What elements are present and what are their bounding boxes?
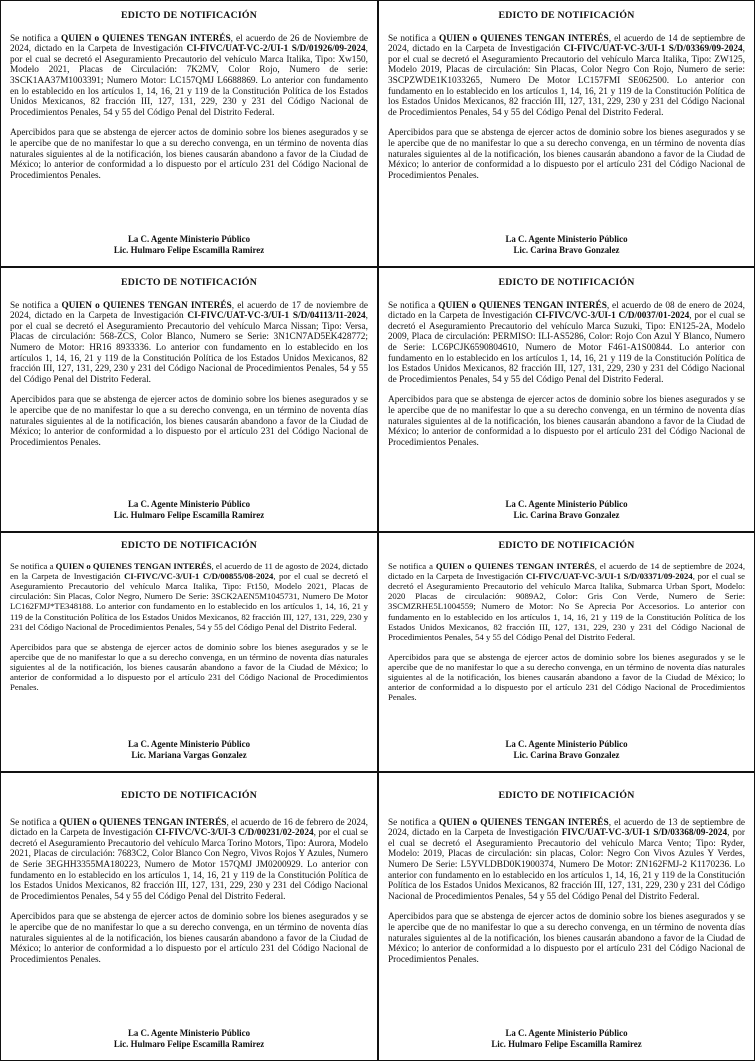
signature-name: Lic. Hulmaro Felipe Escamilla Ramirez [113, 245, 265, 255]
notice-recipient: QUIEN o QUIENES TENGAN INTERÉS [55, 561, 212, 572]
vehicle-details: , por el cual se decretó el Aseguramiento Precautorio del vehículo Marca Italika, Tipo: Ft150, Modelo 2021, Placas de circulación: Sin Placas, Color Negro, Numero De Serie: 3SCK2AEN5M1045731, Numero De Motor LC162FMJ*TE348188. Lo anterior con fundamento en lo establecido en los artículos 1, 14, 16, 21 y 119 de la Constitución Política de los Estados Unidos Mexicanos, 82 fracción III, 127, 131, 229, 230 y 231 del Código Nacional de Procedimientos Penales, 54 y 55 del Código Penal del Distrito Federal. [10, 571, 369, 632]
edicto-paragraph-warning: Apercibidos para que se abstenga de ejercer actos de dominio sobre los bienes asegurados y se le apercibe que de no manifestar lo que a su derecho convenga, en un término de noventa días naturales siguientes al de la notificación, los bienes causarán abandono a favor de la Ciudad de México; lo anterior de conformidad a lo dispuesto por el artículo 231 del Código Nacional de Procedimientos Penales. [10, 912, 368, 965]
notice-intro: Se notifica a [10, 33, 62, 44]
edicto-card [378, 532, 755, 772]
notice-intro: Se notifica a [10, 300, 62, 311]
edicto-body [10, 34, 368, 182]
edicto-title: EDICTO DE NOTIFICACIÓN [498, 277, 635, 288]
signature-block [10, 499, 368, 525]
edicto-card [378, 0, 755, 267]
signature-block [388, 739, 745, 765]
vehicle-details: , por el cual se decretó el Aseguramiento Precautorio del vehículo Marca Torino Motors, Tipo: Aurora, Modelo 2021, Placas de circulación: 7683C2, Color Blanco Con Negro, Vivos Rojos Y Azules, Numero de Serie 3EGHH3355MA180223, Numero de Motor 157QMJ JM0200929. Lo anterior con fundamento en lo establecido en los artículos 1, 14, 16, 21 y 119 de la Constitución Política de los Estados Unidos Mexicanos, 82 fracción III, 127, 131, 229, 230 y 231 del Código Nacional de Procedimientos Penales, 54 y 55 del Código Penal del Distrito Federal. [10, 828, 369, 902]
signature-role: La C. Agente Ministerio Público [505, 499, 628, 509]
edicto-paragraph-notice [10, 561, 368, 632]
edicto-title: EDICTO DE NOTIFICACIÓN [498, 540, 635, 551]
carpeta-number: CI-FIVC/VC-3/UI-1 C/D/00855/08-2024 [124, 571, 274, 582]
signature-name: Lic. Mariana Vargas Gonzalez [131, 750, 247, 760]
edicto-body [388, 818, 745, 966]
edicto-card [378, 772, 755, 1061]
notice-recipient: QUIEN o QUIENES TENGAN INTERÉS [59, 817, 227, 828]
notice-recipient: QUIEN o QUIENES TENGAN INTERÉS [61, 33, 231, 44]
notice-date: , el acuerdo de 26 de Noviembre de 2024, dictado en la Carpeta de Investigación [10, 33, 369, 55]
edicto-card [0, 267, 378, 532]
vehicle-details: , por el cual se decretó el Aseguramiento Precautorio del vehículo Marca Suzuki, Tipo: EN125-2A, Modelo 2009, Placa de circulación: PERMISO: ILI-AS5286, Color: Rojo Con Azul Y Blanco, Numero de Serie: LC6PCJK6590804610, Numero de Motor F461-A1S00844. Lo anterior con fundamento en lo establecido en los artículos 1, 14, 16, 21 y 119 de la Constitución Política de los Estados Unidos Mexicanos, 82 fracción III, 127, 131, 229, 230 y 231 del Código Nacional de Procedimientos Penales, 54 y 55 del Código Penal del Distrito Federal. [388, 311, 746, 385]
signature-block [388, 234, 745, 260]
notice-intro: Se notifica a [388, 33, 440, 44]
vehicle-details: , por el cual se decretó el Aseguramiento Precautorio del vehículo Marca Italika, Tipo: Xw150, Modelo 2021, Placas de Circulación: 7K2MV, Color Rojo, Numero de serie: 3SCK1AA37M1003391; Numero Motor: LC157QMJ L6688869. Lo anterior con fundamento en lo establecido en los artículos 1, 14, 16, 21 y 119 de la Constitución Política de los Estados Unidos Mexicanos, 82 fracción III, 127, 131, 229, 230 y 231 del Código Nacional de Procedimientos Penales, 54 y 55 del Código Penal del Distrito Federal. [10, 44, 368, 118]
signature-role: La C. Agente Ministerio Público [505, 234, 628, 244]
edicto-paragraph-warning: Apercibidos para que se abstenga de ejercer actos de dominio sobre los bienes asegurados y se le apercibe que de no manifestar lo que a su derecho convenga, en un término de noventa días naturales siguientes al de la notificación, los bienes causarán abandono a favor de la Ciudad de México; lo anterior de conformidad a lo dispuesto por el artículo 231 del Código Nacional de Procedimientos Penales. [388, 651, 745, 703]
edicto-paragraph-notice [388, 34, 745, 119]
notice-recipient: QUIEN o QUIENES TENGAN INTERÉS [439, 817, 609, 828]
edicto-body [388, 561, 745, 702]
signature-name: Lic. Carina Bravo Gonzalez [513, 510, 620, 520]
edicto-card [0, 532, 378, 772]
notice-recipient: QUIEN o QUIENES TENGAN INTERÉS [61, 300, 232, 311]
signature-name: Lic. Carina Bravo Gonzalez [513, 245, 620, 255]
notice-intro: Se notifica a [388, 817, 440, 828]
notice-intro: Se notifica a [10, 561, 56, 572]
signature-role: La C. Agente Ministerio Público [505, 739, 628, 749]
edicto-body [388, 34, 745, 182]
notice-date: , el acuerdo de 14 de septiembre de 2024, dictado en la Carpeta de Investigación [388, 33, 745, 55]
edicto-title: EDICTO DE NOTIFICACIÓN [498, 790, 635, 801]
signature-role: La C. Agente Ministerio Público [127, 739, 251, 749]
carpeta-number: CI-FIVC/UAT-VC-3/UI-1 S/D/03371/09-2024 [525, 571, 693, 582]
notice-date: , el acuerdo de 14 de septiembre de 2024, dictado en la Carpeta de Investigación [388, 561, 746, 582]
edicto-paragraph-notice [388, 561, 745, 642]
notice-date: , el acuerdo de 08 de enero de 2024, dictado en la Carpeta de Investigación [388, 300, 745, 322]
edicto-paragraph-warning: Apercibidos para que se abstenga de ejercer actos de dominio sobre los bienes asegurados y se le apercibe que de no manifestar lo que a su derecho convenga, en un término de noventa días naturales siguientes al de la notificación, los bienes causarán abandono a favor de la Ciudad de México; lo anterior de conformidad a lo dispuesto por el artículo 231 del Código Nacional de Procedimientos Penales. [10, 128, 368, 181]
signature-block [10, 234, 368, 260]
carpeta-number: CI-FIVC/VC-3/UI-3 C/D/00231/02-2024 [155, 828, 314, 839]
notice-date: , el acuerdo de 13 de septiembre de 2024, dictado en la Carpeta de Investigación [388, 817, 745, 839]
edicto-body [10, 301, 368, 449]
notice-intro: Se notifica a [10, 817, 60, 828]
signature-role: La C. Agente Ministerio Público [505, 1028, 628, 1038]
signature-role: La C. Agente Ministerio Público [127, 1028, 251, 1038]
signature-name: Lic. Hulmaro Felipe Escamilla Ramirez [113, 510, 265, 520]
edicto-title: EDICTO DE NOTIFICACIÓN [498, 10, 635, 21]
edicto-body [10, 561, 368, 692]
vehicle-details: , por el cual se decretó el Aseguramiento Precautorio del vehículo Marca Nissan; Tipo: Versa, Placas de circulación: 568-ZCS, Color Blanco, Numero se Serie: 3N1CN7AD5EK428772; Numero de Motor: HR16 8933336. Lo anterior con fundamento en lo establecido en los artículos 1, 14, 16, 21 y 119 de la Constitución Política de los Estados Unidos Mexicanos, 82 fracción III, 127, 131, 229, 230 y 231 del Código Nacional de Procedimientos Penales, 54 y 55 del Código Penal del Distrito Federal. [10, 311, 368, 385]
notice-intro: Se notifica a [388, 561, 436, 572]
edicto-card [0, 772, 378, 1061]
edicto-paragraph-warning: Apercibidos para que se abstenga de ejercer actos de dominio sobre los bienes asegurados y se le apercibe que de no manifestar lo que a su derecho convenga, en un término de noventa días naturales siguientes al de la notificación, los bienes causarán abandono a favor de la Ciudad de México; lo anterior de conformidad a lo dispuesto por el artículo 231 del Código Nacional de Procedimientos Penales. [388, 912, 745, 965]
signature-role: La C. Agente Ministerio Público [127, 234, 251, 244]
carpeta-number: FIVC/UAT-VC-3/UI-1 S/D/03368/09-2024 [561, 828, 728, 839]
signature-name: Lic. Hulmaro Felipe Escamilla Ramirez [491, 1039, 642, 1049]
edicto-title: EDICTO DE NOTIFICACIÓN [121, 790, 257, 801]
carpeta-number: CI-FIVC/UAT-VC-3/UI-1 S/D/03369/09-2024 [563, 44, 743, 55]
notice-intro: Se notifica a [388, 300, 439, 311]
edicto-title: EDICTO DE NOTIFICACIÓN [121, 277, 257, 288]
notice-date: , el acuerdo de 16 de febrero de 2024, dictado en la Carpeta de Investigación [10, 817, 368, 839]
vehicle-details: , por el cual se decretó el Aseguramiento Precautorio del vehículo Marca Italika, Submarca Urban Sport, Modelo: 2020 Placas de circulación: 9089A2, Color: Gris Con Verde, Numero de Serie: 3SCMZRHE5L1004559; Numero de Motor: No Se Aprecia Por Accesorios. Lo anterior con fundamento en lo establecido en los artículos 1, 14, 16, 21 y 119 de la Constitución Política de los Estados Unidos Mexicanos, 82 fracción III, 127, 131, 229, 230 y 231 del Código Nacional de Procedimientos Penales, 54 y 55 del Código Penal del Distrito Federal. [388, 571, 745, 642]
edicto-paragraph-notice [388, 301, 745, 386]
vehicle-details: , por el cual se decretó el Aseguramiento Precautorio del vehículo Marca Vento; Tipo: Ryder, Modelo: 2019, Placas de circulación: sin placas, Color: Negro Con Vivos Azules Y Verdes, Numero De Serie: L5YVLDBD0K1900374, Numero De Motor: ZN162FMJ-2 K1170236. Lo anterior con fundamento en lo establecido en los artículos 1, 14, 16, 21 y 119 de la Constitución Política de los Estados Unidos Mexicanos, 82 fracción III, 127, 131, 229, 230 y 231 del Código Nacional de Procedimientos Penales, 54 y 55 del Código Penal del Distrito Federal. [388, 828, 745, 902]
signature-name: Lic. Hulmaro Felipe Escamilla Ramirez [113, 1039, 265, 1049]
signature-block [10, 1028, 368, 1054]
notice-recipient: QUIEN o QUIENES TENGAN INTERÉS [438, 300, 607, 311]
edicto-title: EDICTO DE NOTIFICACIÓN [121, 540, 257, 551]
signature-block [388, 499, 745, 525]
edicto-paragraph-notice [10, 301, 368, 386]
signature-name: Lic. Carina Bravo Gonzalez [513, 750, 620, 760]
edicto-card [0, 0, 378, 267]
signature-block [10, 739, 368, 765]
signature-block [388, 1028, 745, 1054]
edicto-paragraph-warning: Apercibidos para que se abstenga de ejercer actos de dominio sobre los bienes asegurados y se le apercibe que de no manifestar lo que a su derecho convenga, en un término de noventa días naturales siguientes al de la notificación, los bienes causarán abandono a favor de la Ciudad de México; lo anterior de conformidad a lo dispuesto por el artículo 231 del Código Nacional de Procedimientos Penales. [388, 128, 745, 181]
notice-recipient: QUIEN o QUIENES TENGAN INTERÉS [439, 33, 609, 44]
vehicle-details: , por el cual se decretó el Aseguramiento Precautorio del vehículo Marca Italika, Tipo: ZW125, Modelo 2019, Placas de circulación: Sin Placas, Color Negro Con Rojo, Numero de serie: 3SCPZWDE1K1033265, Numero De Motor LC157FMI SE062500. Lo anterior con fundamento en lo establecido en los artículos 1, 14, 16, 21 y 119 de la Constitución Política de los Estados Unidos Mexicanos, 82 fracción III, 127, 131, 229, 230 y 231 del Código Nacional de Procedimientos Penales, 54 y 55 del Código Penal del Distrito Federal. [388, 44, 745, 118]
edicto-paragraph-notice [10, 34, 368, 119]
edicto-title: EDICTO DE NOTIFICACIÓN [121, 10, 257, 21]
edicto-body [10, 818, 368, 966]
carpeta-number: CI-FIVC/VC-3/UI-1 C/D/0037/01-2024 [535, 311, 690, 322]
edicto-paragraph-warning: Apercibidos para que se abstenga de ejercer actos de dominio sobre los bienes asegurados y se le apercibe que de no manifestar lo que a su derecho convenga, en un término de noventa días naturales siguientes al de la notificación, los bienes causarán abandono a favor de la Ciudad de México; lo anterior de conformidad a lo dispuesto por el artículo 231 del Código Nacional de Procedimientos Penales. [10, 395, 368, 448]
carpeta-number: CI-FIVC/UAT-VC-2/UI-1 S/D/01926/09-2024 [186, 44, 366, 55]
signature-role: La C. Agente Ministerio Público [127, 499, 251, 509]
edicto-paragraph-notice [388, 818, 745, 903]
edicto-paragraph-warning: Apercibidos para que se abstenga de ejercer actos de dominio sobre los bienes asegurados y se le apercibe que de no manifestar lo que a su derecho convenga, en un término de noventa días naturales siguientes al de la notificación, los bienes causarán abandono a favor de la Ciudad de México; lo anterior de conformidad a lo dispuesto por el artículo 231 del Código Nacional de Procedimientos Penales. [10, 641, 368, 693]
notice-date: , el acuerdo de 17 de noviembre de 2024, dictado en la Carpeta de Investigación [10, 300, 369, 322]
edicto-body [388, 301, 745, 449]
edicto-card [378, 267, 755, 532]
notice-recipient: QUIEN o QUIENES TENGAN INTERÉS [435, 561, 595, 572]
notice-date: , el acuerdo de 11 de agosto de 2024, dictado en la Carpeta de Investigación [10, 561, 369, 582]
edicto-paragraph-warning: Apercibidos para que se abstenga de ejercer actos de dominio sobre los bienes asegurados y se le apercibe que de no manifestar lo que a su derecho convenga, en un término de noventa días naturales siguientes al de la notificación, los bienes causarán abandono a favor de la Ciudad de México; lo anterior de conformidad a lo dispuesto por el artículo 231 del Código Nacional de Procedimientos Penales. [388, 395, 745, 448]
carpeta-number: CI-FIVC/UAT-VC-3/UI-1 S/D/04113/11-2024 [187, 311, 366, 322]
edicto-paragraph-notice [10, 818, 368, 903]
